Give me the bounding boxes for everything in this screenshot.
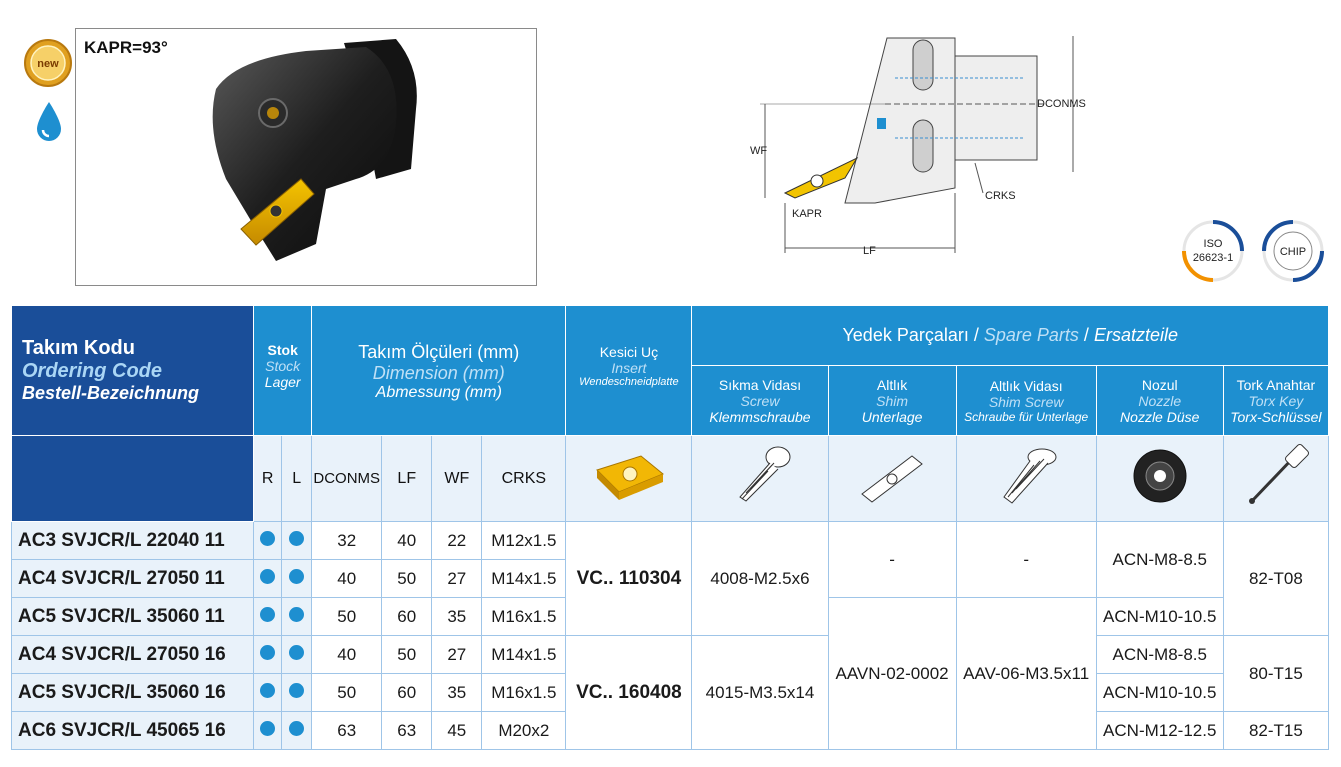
stock-l [282,598,312,636]
chip-text: CHIP [1279,246,1307,258]
ordering-code-tr: Takım Kodu [22,337,135,359]
lf-value: 50 [382,636,432,674]
shim-en: Shim [876,392,909,409]
screw-icon [720,441,800,511]
in-stock-dot [289,645,304,660]
insert-de: Wendeschneidplatte [579,376,679,388]
in-stock-dot [260,531,275,546]
torx-image-cell [1223,436,1328,522]
shim-screw-image-cell [956,436,1096,522]
iso-26623-badge-icon [1178,218,1248,284]
torx-key-icon [1236,441,1316,511]
ordering-code: AC5 SVJCR/L 35060 16 [12,674,254,712]
insert-en: Insert [611,360,647,376]
shim-value: AAVN-02-0002 [828,598,956,750]
ordering-code: AC4 SVJCR/L 27050 11 [12,560,254,598]
stock-r [254,712,282,750]
insert-value: VC.. 110304 [566,522,692,636]
shim-screw-tr: Altlık Vidası [989,377,1063,394]
crks-value: M14x1.5 [482,560,566,598]
wf-value: 27 [432,560,482,598]
tool-photo-frame [75,28,537,286]
wf-value: 27 [432,636,482,674]
stock-l [282,712,312,750]
crks-label: CRKS [985,190,1016,202]
kapr-label-drawing: KAPR [792,208,822,220]
ordering-code: AC3 SVJCR/L 22040 11 [12,522,254,560]
stock-de: Lager [264,374,301,390]
shim-de: Unterlage [861,408,923,425]
ordering-code: AC5 SVJCR/L 35060 11 [12,598,254,636]
stock-l [282,560,312,598]
dconms-label: DCONMS [1037,98,1086,110]
nozzle-value: ACN-M12-12.5 [1096,712,1223,750]
wf-label: WF [750,145,768,157]
dconms-value: 50 [312,674,382,712]
stock-r [254,674,282,712]
crks-value: M16x1.5 [482,598,566,636]
nozzle-de: Nozzle Düse [1120,408,1200,425]
screw-en: Screw [740,392,780,409]
stock-l [282,636,312,674]
ordering-code-header [12,306,254,436]
shim-screw-icon [986,441,1066,511]
lf-value: 60 [382,674,432,712]
in-stock-dot [260,607,275,622]
shim-screw-en: Shim Screw [988,393,1064,410]
wf-value: 45 [432,712,482,750]
stock-r [254,636,282,674]
torx-header [1223,366,1328,436]
dconms-value: 40 [312,636,382,674]
dimension-tr: Takım Ölçüleri (mm) [358,342,520,362]
nozzle-icon [1120,441,1200,511]
wf-value: 35 [432,598,482,636]
spec-table [11,305,1329,750]
in-stock-dot [289,683,304,698]
spare-sep2: / [1078,325,1094,345]
torx-en: Torx Key [1248,392,1304,409]
spare-tr: Yedek Parçaları [842,325,969,345]
dconms-value: 50 [312,598,382,636]
dimension-de: Abmessung (mm) [375,384,502,401]
in-stock-dot [260,645,275,660]
insert-value: VC.. 160408 [566,636,692,750]
shim-screw-value: AAV-06-M3.5x11 [956,598,1096,750]
new-badge-icon [23,38,73,88]
torx-value: 80-T15 [1223,636,1328,712]
dimension-en: Dimension (mm) [372,363,505,383]
ordering-code-en: Ordering Code [22,360,163,382]
insert-image-cell [566,436,692,522]
in-stock-dot [289,721,304,736]
dconms-value: 32 [312,522,382,560]
col-dconms: DCONMS [312,436,382,522]
insert-tr: Kesici Uç [599,344,659,360]
stock-r [254,522,282,560]
dconms-value: 63 [312,712,382,750]
in-stock-dot [289,531,304,546]
stock-l [282,522,312,560]
lf-value: 50 [382,560,432,598]
in-stock-dot [289,607,304,622]
table-row [12,522,1329,560]
spare-sep1: / [968,325,984,345]
tool-dimension-drawing [745,28,1100,263]
lf-label: LF [863,245,876,257]
screw-tr: Sıkma Vidası [718,376,802,393]
shim-screw-de: Schraube für Unterlage [964,409,1089,424]
stock-l [282,674,312,712]
crks-value: M16x1.5 [482,674,566,712]
screw-value: 4008-M2.5x6 [692,522,828,636]
in-stock-dot [260,569,275,584]
lf-value: 60 [382,598,432,636]
in-stock-dot [260,721,275,736]
spare-parts-header [692,306,1329,366]
stock-header [254,306,312,436]
insert-header [566,306,692,436]
lf-value: 40 [382,522,432,560]
torx-tr: Tork Anahtar [1236,376,1316,393]
stock-r [254,560,282,598]
lf-value: 63 [382,712,432,750]
coolant-drop-icon [34,100,64,144]
ordering-code-de: Bestell-Bezeichnung [22,383,200,403]
iso-line2: 26623-1 [1192,252,1234,264]
shim-value: - [828,522,956,598]
screw-image-cell [692,436,828,522]
nozzle-en: Nozzle [1138,392,1182,409]
col-lf: LF [382,436,432,522]
screw-value: 4015-M3.5x14 [692,636,828,750]
nozzle-value: ACN-M8-8.5 [1096,522,1223,598]
col-l: L [282,436,312,522]
dimension-header [312,306,566,436]
nozzle-value: ACN-M8-8.5 [1096,636,1223,674]
chip-badge-icon [1258,218,1328,284]
col-r: R [254,436,282,522]
table-row [12,636,1329,674]
ordering-code: AC4 SVJCR/L 27050 16 [12,636,254,674]
shim-screw-value: - [956,522,1096,598]
col-wf: WF [432,436,482,522]
shim-image-cell [828,436,956,522]
ordering-code: AC6 SVJCR/L 45065 16 [12,712,254,750]
nozzle-value: ACN-M10-10.5 [1096,674,1223,712]
screw-de: Klemmschraube [709,408,811,425]
in-stock-dot [289,569,304,584]
kapr-angle-label: KAPR=93° [84,38,168,57]
tool-holder-photo [76,29,536,285]
torx-value: 82-T08 [1223,522,1328,636]
dconms-value: 40 [312,560,382,598]
wf-value: 22 [432,522,482,560]
crks-value: M12x1.5 [482,522,566,560]
crks-value: M14x1.5 [482,636,566,674]
in-stock-dot [260,683,275,698]
wf-value: 35 [432,674,482,712]
new-badge-text: new [37,58,59,70]
spare-de: Ersatzteile [1093,325,1178,345]
col-crks: CRKS [482,436,566,522]
stock-r [254,598,282,636]
torx-value: 82-T15 [1223,712,1328,750]
nozzle-value: ACN-M10-10.5 [1096,598,1223,636]
nozzle-image-cell [1096,436,1223,522]
shim-icon [852,446,932,506]
shim-screw-header [956,366,1096,436]
crks-value: M20x2 [482,712,566,750]
spare-en: Spare Parts [983,325,1079,345]
screw-header [692,366,828,436]
shim-header [828,366,956,436]
ordering-code-header-cont [12,436,254,522]
stock-tr: Stok [267,342,298,358]
insert-icon [589,448,669,504]
shim-tr: Altlık [876,376,908,393]
nozzle-header [1096,366,1223,436]
torx-de: Torx-Schlüssel [1230,408,1322,425]
stock-en: Stock [265,358,301,374]
iso-line1: ISO [1203,238,1223,250]
nozzle-tr: Nozul [1141,376,1178,393]
